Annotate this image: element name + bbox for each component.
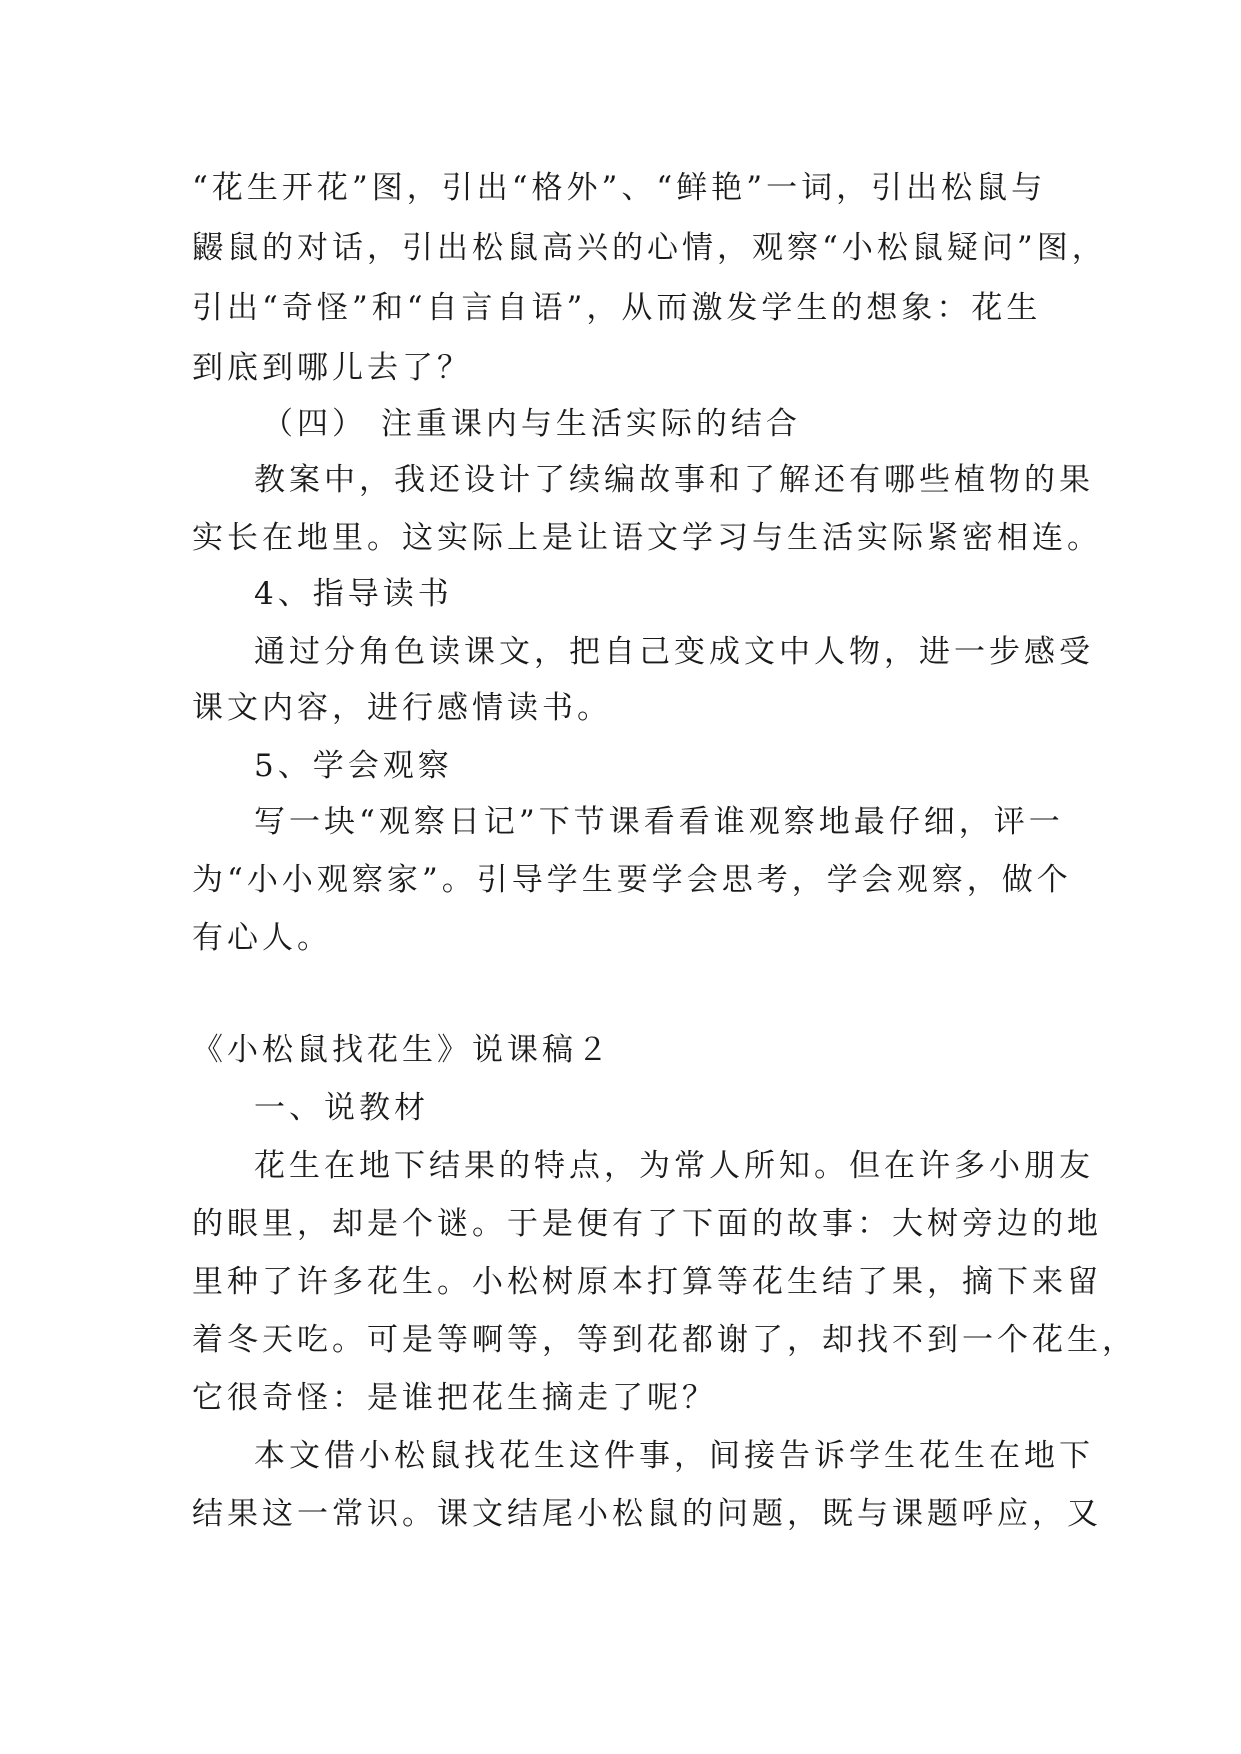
paragraph-line: 本文借小松鼠找花生这件事，间接告诉学生花生在地下 <box>254 1438 1094 1474</box>
section-heading: 4、指导读书 <box>254 576 453 612</box>
paragraph-line: 有心人。 <box>192 920 332 956</box>
paragraph-line: 的眼里，却是个谜。于是便有了下面的故事：大树旁边的地 <box>192 1206 1102 1242</box>
paragraph-line: “花生开花”图，引出“格外”、“鲜艳”一词，引出松鼠与 <box>192 170 1047 206</box>
paragraph-line: 鼹鼠的对话，引出松鼠高兴的心情，观察“小松鼠疑问”图， <box>192 230 1107 266</box>
paragraph-line: 课文内容，进行感情读书。 <box>192 690 612 726</box>
section-heading: 一、说教材 <box>254 1090 429 1126</box>
paragraph-line: 花生在地下结果的特点，为常人所知。但在许多小朋友 <box>254 1148 1094 1184</box>
paragraph-line: 教案中，我还设计了续编故事和了解还有哪些植物的果 <box>254 462 1094 498</box>
paragraph-line: 为“小小观察家”。引导学生要学会思考，学会观察，做个 <box>192 862 1072 898</box>
paragraph-line: 通过分角色读课文，把自己变成文中人物，进一步感受 <box>254 634 1094 670</box>
paragraph-line: 写一块“观察日记”下节课看看谁观察地最仔细，评一 <box>254 804 1064 840</box>
paragraph-line: 到底到哪儿去了？ <box>192 350 472 386</box>
paragraph-line: 着冬天吃。可是等啊等，等到花都谢了，却找不到一个花生， <box>192 1322 1137 1358</box>
paragraph-line: 结果这一常识。课文结尾小松鼠的问题，既与课题呼应，又 <box>192 1496 1102 1532</box>
section-heading: 5、学会观察 <box>254 748 453 784</box>
paragraph-line: 实长在地里。这实际上是让语文学习与生活实际紧密相连。 <box>192 520 1102 556</box>
paragraph-line: 里种了许多花生。小松树原本打算等花生结了果，摘下来留 <box>192 1264 1102 1300</box>
paragraph-line: 它很奇怪：是谁把花生摘走了呢？ <box>192 1380 717 1416</box>
document-title: 《小松鼠找花生》说课稿２ <box>192 1032 612 1068</box>
section-heading: （四） 注重课内与生活实际的结合 <box>262 406 801 442</box>
paragraph-line: 引出“奇怪”和“自言自语”，从而激发学生的想象：花生 <box>192 290 1042 326</box>
